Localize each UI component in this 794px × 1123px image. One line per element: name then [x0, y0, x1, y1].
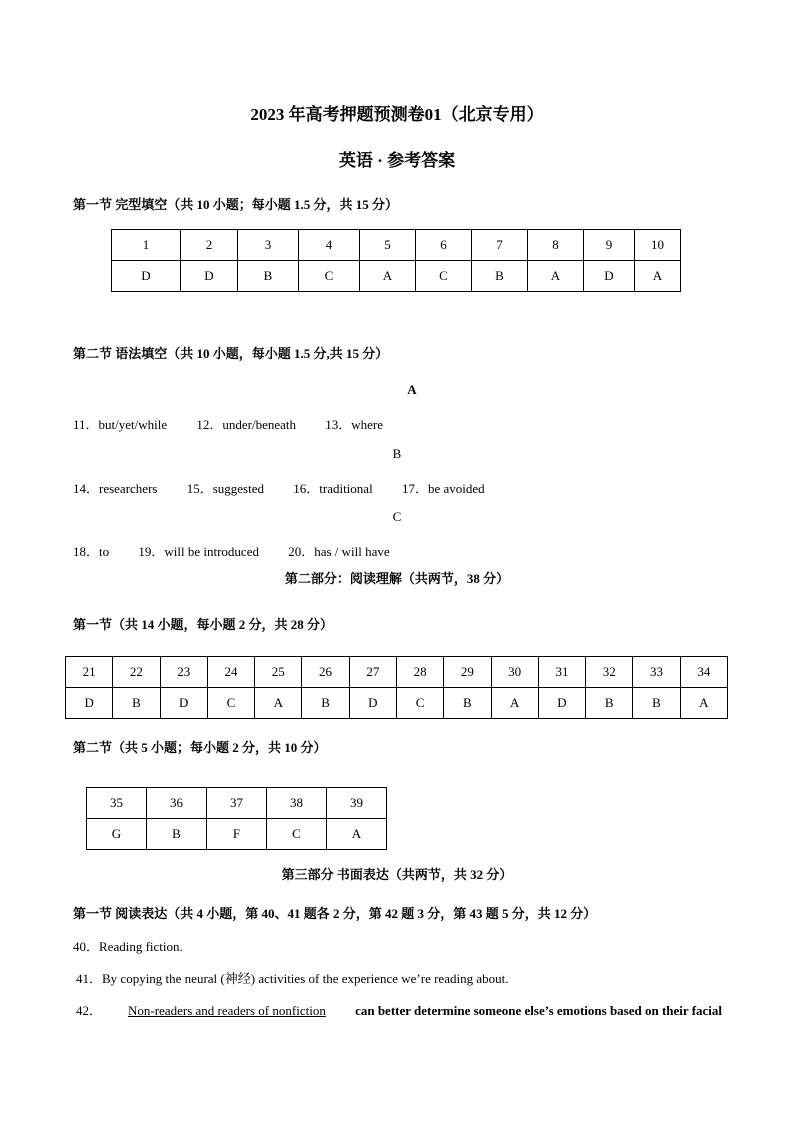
table-cell: A: [327, 819, 387, 850]
table-cell: 10: [635, 230, 681, 261]
section-reading-expression-heading: 第一节 阅读表达（共 4 小题，第 40、41 题各 2 分，第 42 题 3 分，第 43 题 5 分，共 12 分）: [73, 906, 597, 921]
table-cell: A: [680, 688, 727, 719]
table-cell: 39: [327, 788, 387, 819]
table-cell: 2: [181, 230, 238, 261]
cloze-answer-table: [111, 229, 681, 292]
table-cell: 37: [207, 788, 267, 819]
passage-label-a: A: [407, 382, 417, 397]
grammar-answers-b: [73, 478, 511, 497]
table-cell: 36: [147, 788, 207, 819]
list-item: 15．suggested: [186, 481, 264, 496]
table-cell: D: [349, 688, 396, 719]
section-reading-heading: 第一节（共 14 小题，每小题 2 分，共 28 分）: [73, 617, 334, 632]
table-cell: G: [87, 819, 147, 850]
section-grammar-heading: 第二节 语法填空（共 10 小题，每小题 1.5 分,共 15 分）: [73, 346, 389, 361]
table-cell: 38: [267, 788, 327, 819]
answer-42-number: 42．: [76, 1003, 103, 1018]
table-cell: 7: [472, 230, 528, 261]
table-row: [87, 788, 387, 819]
table-cell: 23: [160, 657, 207, 688]
part3-heading: 第三部分 书面表达（共两节，共 32 分）: [281, 867, 513, 882]
table-cell: 21: [66, 657, 113, 688]
grammar-answers-c: [73, 541, 416, 560]
table-cell: 5: [360, 230, 416, 261]
table-cell: 26: [302, 657, 349, 688]
table-cell: C: [207, 688, 254, 719]
answer-42-rest: can better determine someone else’s emotions based on their facial: [351, 1003, 723, 1018]
list-item: 20．has / will have: [288, 544, 390, 559]
table-cell: A: [635, 261, 681, 292]
list-item: 14．researchers: [73, 481, 158, 496]
table-cell: B: [113, 688, 160, 719]
table-cell: A: [528, 261, 584, 292]
table-cell: 24: [207, 657, 254, 688]
table-cell: A: [255, 688, 302, 719]
table-cell: 31: [538, 657, 585, 688]
reading-answer-table: [65, 656, 728, 719]
answer-42: [76, 1000, 748, 1019]
table-cell: D: [538, 688, 585, 719]
answer-42-underlined: Non-readers and readers of nonfiction: [128, 1003, 326, 1018]
list-item: 11．but/yet/while: [73, 417, 168, 432]
table-row: [87, 819, 387, 850]
table-cell: 34: [680, 657, 727, 688]
table-cell: D: [584, 261, 635, 292]
table-row: [112, 230, 681, 261]
table-cell: D: [66, 688, 113, 719]
list-item: 12．under/beneath: [196, 417, 297, 432]
table-cell: B: [302, 688, 349, 719]
table-cell: 29: [444, 657, 491, 688]
table-cell: 33: [633, 657, 680, 688]
answer-41: 41．By copying the neural (神经) activities of the experience we’re reading about.: [76, 971, 509, 986]
table-cell: 1: [112, 230, 181, 261]
page-title: 2023 年高考押题预测卷01（北京专用）: [250, 105, 544, 124]
table-cell: 9: [584, 230, 635, 261]
section-cloze-heading: 第一节 完型填空（共 10 小题；每小题 1.5 分，共 15 分）: [73, 197, 399, 212]
table-cell: C: [396, 688, 443, 719]
table-row: [112, 261, 681, 292]
table-cell: B: [586, 688, 633, 719]
table-cell: D: [160, 688, 207, 719]
list-item: 13．where: [325, 417, 384, 432]
table-row: [66, 688, 728, 719]
table-cell: 8: [528, 230, 584, 261]
table-cell: D: [112, 261, 181, 292]
table-cell: 3: [238, 230, 299, 261]
table-cell: 25: [255, 657, 302, 688]
list-item: 18．to: [73, 544, 110, 559]
table-cell: B: [444, 688, 491, 719]
table-cell: C: [299, 261, 360, 292]
answer-40: 40．Reading fiction.: [73, 939, 183, 954]
table-cell: D: [181, 261, 238, 292]
table-cell: C: [416, 261, 472, 292]
table-cell: 32: [586, 657, 633, 688]
table-cell: B: [633, 688, 680, 719]
passage-label-b: B: [392, 446, 402, 461]
page-subtitle: 英语 · 参考答案: [338, 151, 456, 170]
seven-five-answer-table: [86, 787, 387, 850]
table-cell: B: [238, 261, 299, 292]
table-row: [66, 657, 728, 688]
list-item: 16．traditional: [293, 481, 373, 496]
grammar-answers-a: [73, 414, 409, 433]
table-cell: B: [472, 261, 528, 292]
table-cell: A: [491, 688, 538, 719]
table-cell: B: [147, 819, 207, 850]
section-seven-five-heading: 第二节（共 5 小题；每小题 2 分，共 10 分）: [73, 740, 327, 755]
table-cell: 22: [113, 657, 160, 688]
table-cell: 4: [299, 230, 360, 261]
table-cell: 35: [87, 788, 147, 819]
table-cell: C: [267, 819, 327, 850]
table-cell: A: [360, 261, 416, 292]
part2-heading: 第二部分：阅读理解（共两节，38 分）: [284, 571, 510, 586]
table-cell: 28: [396, 657, 443, 688]
list-item: 17．be avoided: [401, 481, 485, 496]
list-item: 19．will be introduced: [138, 544, 259, 559]
passage-label-c: C: [392, 509, 402, 524]
table-cell: F: [207, 819, 267, 850]
table-cell: 30: [491, 657, 538, 688]
table-cell: 6: [416, 230, 472, 261]
table-cell: 27: [349, 657, 396, 688]
